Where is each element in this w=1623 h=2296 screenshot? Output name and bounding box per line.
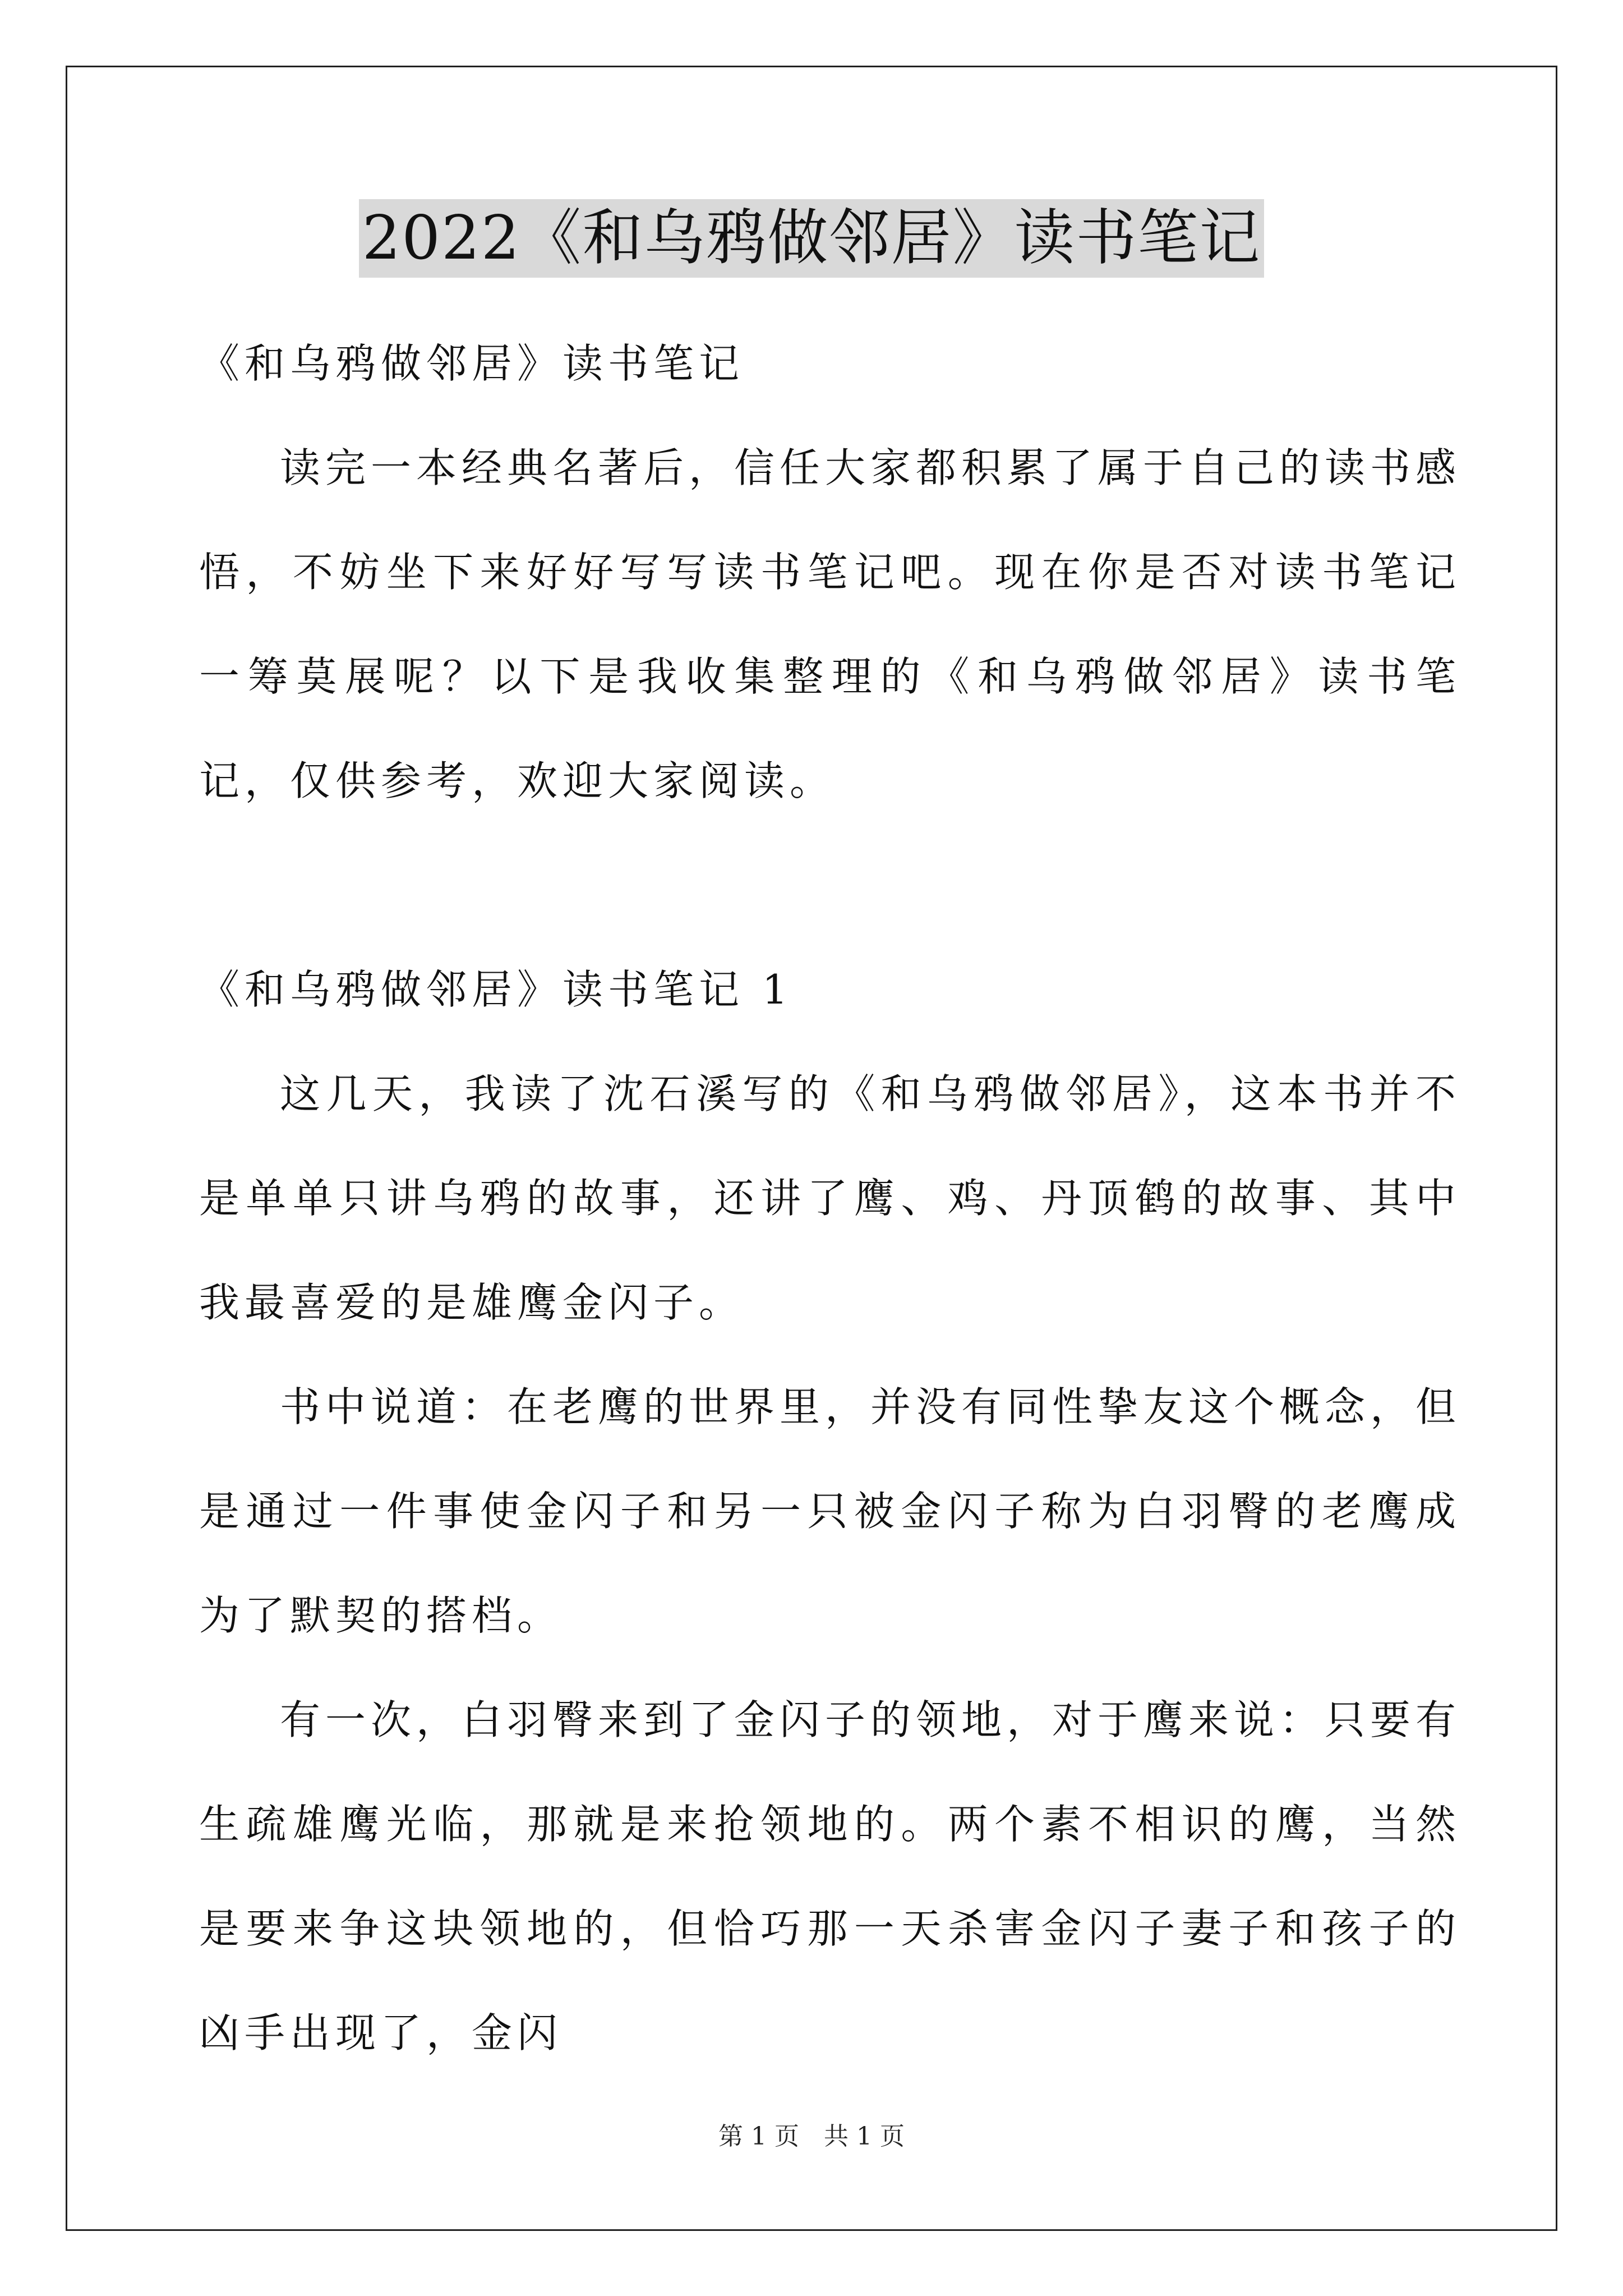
intro-heading: 《和乌鸦做邻居》读书笔记 — [199, 340, 745, 387]
body-paragraph: 这几天，我读了沈石溪写的《和乌鸦做邻居》，这本书并不是单单只讲乌鸦的故事，还讲了鹰、鸡、丹顶鹤的故事、其中我最喜爱的是雄鹰金闪子。 — [199, 1070, 1461, 1326]
body-paragraph: 书中说道：在老鹰的世界里，并没有同性挚友这个概念，但是通过一件事使金闪子和另一只被金闪子称为白羽臀的老鹰成为了默契的搭档。 — [199, 1383, 1461, 1639]
intro-paragraph: 读完一本经典名著后，信任大家都积累了属于自己的读书感悟，不妨坐下来好好写写读书笔记吧。现在你是否对读书笔记一筹莫展呢？以下是我收集整理的《和乌鸦做邻居》读书笔记，仅供参考，欢迎大家阅读。 — [199, 444, 1461, 804]
document-body — [199, 311, 1461, 2085]
body-paragraph: 有一次，白羽臀来到了金闪子的领地，对于鹰来说：只要有生疏雄鹰光临，那就是来抢领地的。两个素不相识的鹰，当然是要来争这块领地的，但恰巧那一天杀害金闪子妻子和孩子的凶手出现了，金闪 — [199, 1696, 1461, 2056]
section-spacer — [199, 833, 1461, 937]
document-title: 2022《和乌鸦做邻居》读书笔记 — [359, 199, 1265, 278]
section-heading: 《和乌鸦做邻居》读书笔记 1 — [199, 966, 793, 1013]
page-number: 第 1 页 — [718, 2122, 799, 2151]
title-container — [0, 199, 1623, 278]
page-total: 共 1 页 — [824, 2122, 905, 2151]
page-footer — [0, 2116, 1623, 2152]
